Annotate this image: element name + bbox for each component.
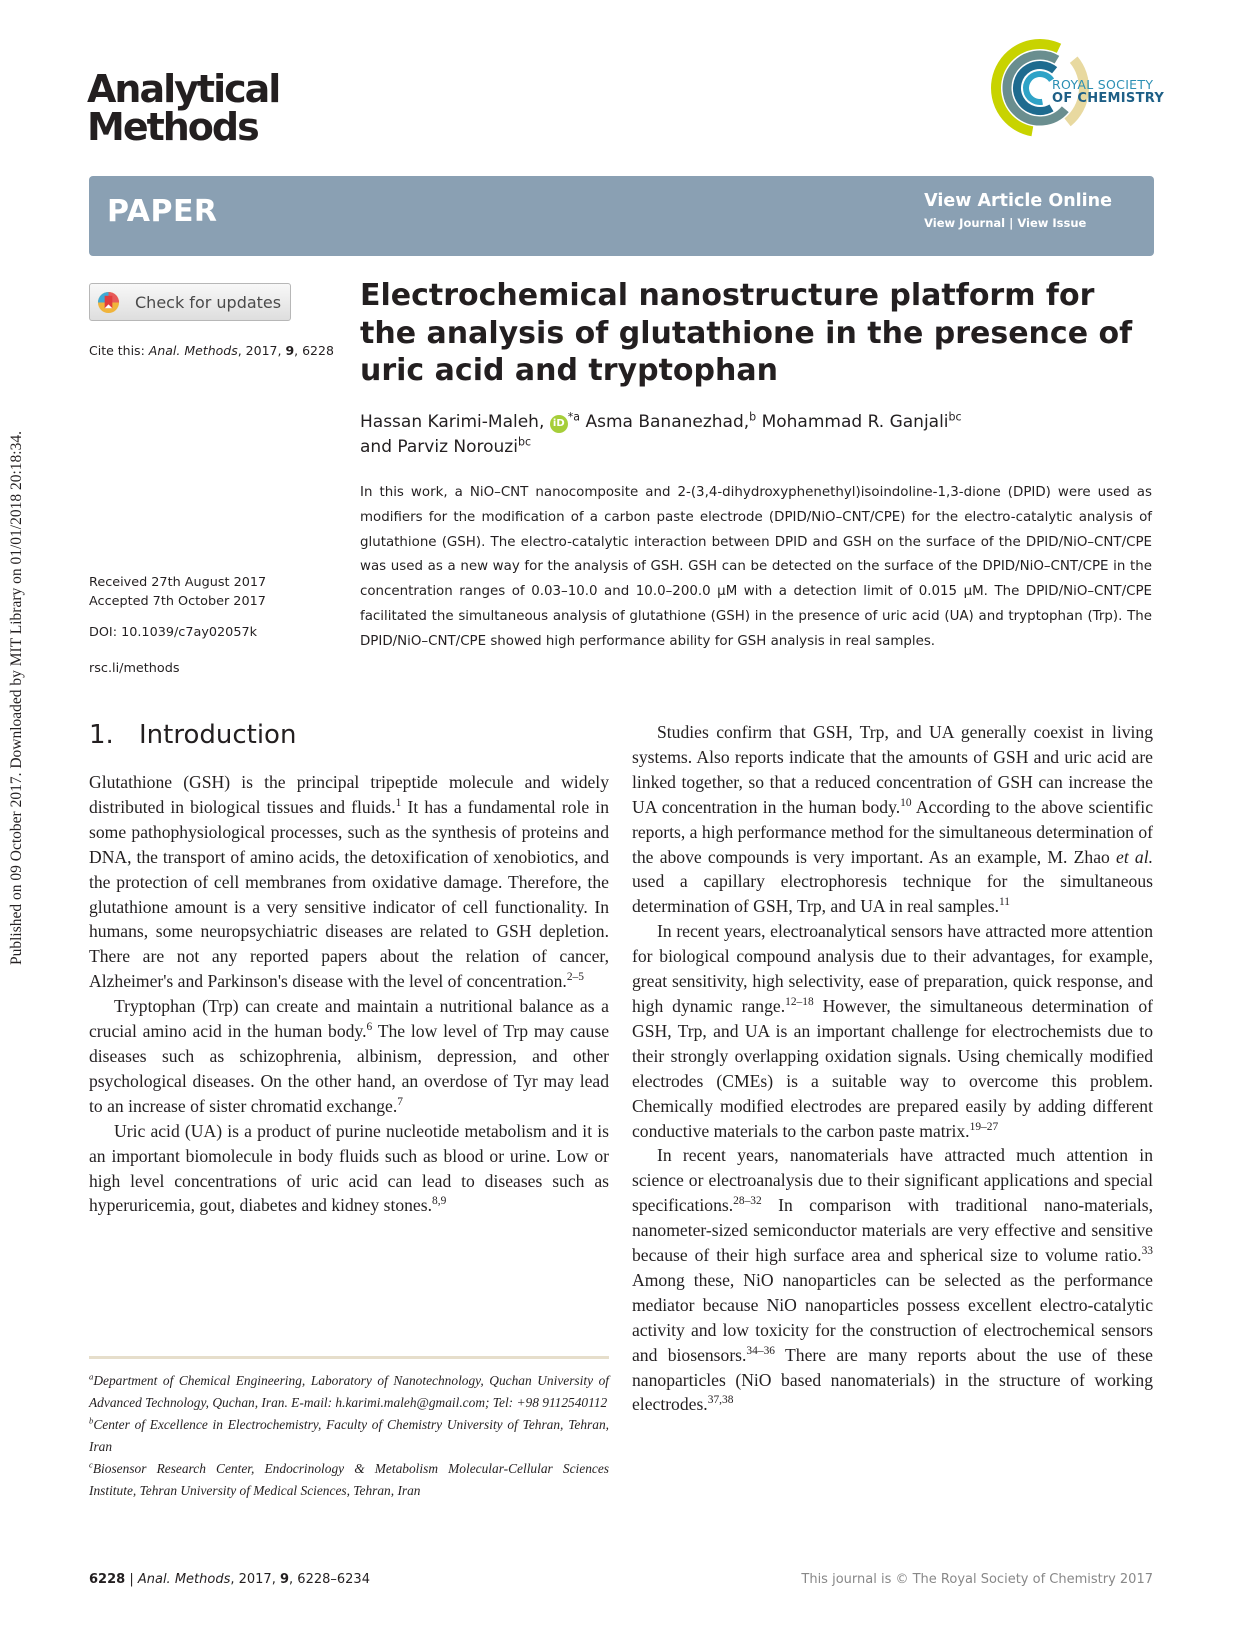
reference[interactable]: 28–32: [733, 1195, 762, 1208]
cite-journal: Anal. Methods: [148, 343, 238, 358]
page-number: 6228: [89, 1572, 126, 1587]
abstract: In this work, a NiO–CNT nanocomposite and 2-(3,4-dihydroxyphenethyl)isoindoline-1,3-dione (DPID) were used as modifiers for the modification of a carbon paste electrode (DPID/NiO–CNT/CPE) for the electro-catalytic analysis of glutathione (GSH). The electro-catalytic interaction between DPID and GSH on the surface of the DPID/NiO–CNT/CPE was used as a new way for the analysis of GSH. GSH can be detected on the surface of the DPID/NiO–CNT/CPE in the concentration ranges of 0.03–10.0 and 10.0–200.0 μM with a detection limit of 0.015 μM. The DPID/NiO–CNT/CPE facilitated the simultaneous analysis of glutathione (GSH) in the presence of uric acid (UA) and tryptophan (Trp). The DPID/NiO–CNT/CPE showed high performance ability for GSH analysis in real samples.: [360, 485, 1152, 649]
paragraph: [89, 770, 609, 994]
view-links-row: [924, 216, 1112, 230]
paragraph: [632, 919, 1153, 1143]
author-4-affiliation: bc: [517, 435, 532, 449]
cite-year: , 2017,: [237, 343, 286, 358]
body-column-right: [632, 720, 1153, 1417]
paragraph-text: However, the simultaneous determination of GSH, Trp, and UA is an important challenge for electrochemists due to their strongly overlapping oxidation signals. Using chemically modified electrodes (CMEs) is a suitable way to overcome this problem. Chemically modified electrodes are prepared easily by adding different conductive materials to the carbon paste matrix.: [632, 995, 1153, 1141]
view-journal-link[interactable]: View Journal: [924, 216, 1006, 230]
copyright-notice: This journal is © The Royal Society of Chemistry 2017: [801, 1572, 1153, 1587]
et-al: et al.: [1116, 846, 1153, 867]
cite-volume: 9: [285, 343, 295, 358]
view-links: [924, 191, 1112, 230]
paragraph-text: used a capillary electrophoresis technique for the simultaneous determination of GSH, Trp, and UA in real samples.: [632, 871, 1153, 917]
rsc-logo-line2: OF CHEMISTRY: [1052, 91, 1165, 106]
footnote-mark: a: [89, 1371, 94, 1382]
paragraph-text: In recent years, electroanalytical sensors have attracted more attention for biological compound analysis due to their advantages, for example, great sensitivity, high selectivity, ease of preparation, quick response, and high dynamic range.: [632, 921, 1153, 1016]
author-list: [360, 410, 1160, 460]
view-article-online-link[interactable]: View Article Online: [924, 191, 1112, 211]
paragraph-text: Among these, NiO nanoparticles can be selected as the performance mediator because NiO nanoparticles possess excellent electro-catalytic activity and low toxicity for the construction of electrochemical sensors and biosensors.: [632, 1269, 1153, 1365]
paragraph: [89, 1119, 609, 1219]
footnote-text: Department of Chemical Engineering, Laboratory of Nanotechnology, Quchan University of Advanced Technology, Quchan, Iran. E-mail: h.karimi.maleh@gmail.com; Tel: +98 9112540112: [89, 1373, 609, 1410]
reference[interactable]: 7: [397, 1095, 403, 1108]
affiliation-footnotes: [89, 1370, 609, 1502]
download-watermark-text: Published on 09 October 2017. Downloaded by MIT Library on 01/01/2018 20:18:34.: [8, 431, 25, 965]
check-for-updates-button[interactable]: [89, 283, 291, 321]
check-for-updates-label: Check for updates: [135, 293, 282, 312]
paragraph-text: In comparison with traditional nano-materials, nanometer-sized semiconductor materials are very effective and sensitive because of their high surface area and spherical size to volume ratio.: [632, 1195, 1153, 1266]
journal-title: [87, 67, 280, 149]
reference[interactable]: 37,38: [707, 1394, 734, 1407]
footnote-c: [89, 1458, 609, 1501]
rsc-logo-line1: ROYAL SOCIETY: [1052, 77, 1154, 92]
accepted-date: Accepted 7th October 2017: [89, 594, 266, 609]
paragraph-text: Glutathione (GSH) is the principal tripeptide molecule and widely distributed in biological tissues and fluids.: [89, 772, 609, 817]
view-issue-link[interactable]: View Issue: [1017, 216, 1087, 230]
footnote-mark: c: [89, 1459, 93, 1470]
reference[interactable]: 10: [900, 796, 912, 809]
reference[interactable]: 11: [999, 896, 1011, 909]
reference[interactable]: 19–27: [969, 1120, 999, 1133]
author-1-affiliation: *a: [567, 410, 581, 424]
section-title: Introduction: [139, 720, 297, 750]
footer-separator: |: [125, 1572, 138, 1587]
reference[interactable]: 12–18: [785, 996, 814, 1009]
author-2-affiliation: b: [749, 410, 757, 424]
footnote-b: [89, 1414, 609, 1457]
section-heading: [89, 720, 296, 750]
orcid-icon[interactable]: iD: [550, 415, 568, 433]
cite-prefix: Cite this:: [89, 343, 149, 358]
footnote-divider: [89, 1356, 609, 1359]
footnote-text: Center of Excellence in Electrochemistry, Faculty of Chemistry University of Tehran, Tehran, Iran: [89, 1417, 609, 1454]
paragraph-text: It has a fundamental role in some pathophysiological processes, such as the synthesis of proteins and DNA, the transport of amino acids, the detoxification of xenobiotics, and the protection of cell membranes from oxidative damage. Therefore, the glutathione amount is a very sensitive indicator of cell functionality. In humans, some neuropsychiatric diseases are related to GSH depletion. There are not any reported papers about the relation of cancer, Alzheimer's and Parkinson's disease with the level of concentration.: [89, 796, 609, 992]
reference[interactable]: 1: [395, 797, 402, 810]
reference[interactable]: 34–36: [746, 1344, 776, 1357]
footer-pages: , 6228–6234: [289, 1572, 370, 1587]
author-4: and Parviz Norouzi: [360, 437, 518, 457]
paragraph: [632, 720, 1153, 919]
paragraph-text: The low level of Trp may cause diseases such as schizophrenia, albinism, depression, and other psychological diseases. On the other hand, an overdose of Tyr may lead to an increase of sister chromatid exchange.: [89, 1021, 610, 1116]
paragraph-text: There are many reports about the use of these nanoparticles (NiO based nanomaterials) in the structure of working electrodes.: [632, 1344, 1153, 1415]
footer-year: , 2017,: [230, 1572, 280, 1587]
received-date: Received 27th August 2017: [89, 575, 267, 590]
paragraph-text: Studies confirm that GSH, Trp, and UA generally coexist in living systems. Also reports indicate that the amounts of GSH and uric acid are linked together, so that a reduced concentration of GSH can increase the UA concentration in the human body.: [632, 722, 1153, 817]
journal-title-line1: Analytical: [87, 67, 280, 111]
journal-title-line2: Methods: [87, 105, 258, 149]
paragraph-text: Tryptophan (Trp) can create and maintain a nutritional balance as a crucial amino acid in the human body.: [89, 996, 609, 1042]
article-type-label: PAPER: [107, 194, 218, 229]
citation: [89, 343, 334, 358]
author-2: Asma Bananezhad,: [580, 412, 750, 432]
footer-journal: Anal. Methods: [137, 1572, 231, 1587]
footnote-a: [89, 1370, 609, 1413]
author-1: Hassan Karimi-Maleh,: [360, 412, 545, 432]
section-number: 1.: [89, 720, 114, 750]
reference[interactable]: 33: [1141, 1245, 1153, 1258]
reference[interactable]: 6: [366, 1021, 373, 1034]
crossmark-icon: [97, 291, 120, 314]
paragraph: [632, 1143, 1153, 1417]
paragraph-text: Uric acid (UA) is a product of purine nucleotide metabolism and it is an important biomolecule in body fluids such as blood or urine. Low or high level concentrations of uric acid can lead to diseases such as hyperuricemia, gout, diabetes and kidney stones.: [89, 1120, 609, 1216]
journal-link[interactable]: rsc.li/methods: [89, 661, 180, 676]
paragraph-text: In recent years, nanomaterials have attracted much attention in science or electroanalysis due to their significant applications and special specifications.: [632, 1145, 1153, 1216]
article-dates: [89, 573, 266, 611]
paragraph-text: According to the above scientific reports, a high performance method for the simultaneous determination of the above compounds is very important. As an example, M. Zhao: [632, 796, 1154, 867]
page-footer-citation: [89, 1572, 370, 1587]
reference[interactable]: 2–5: [566, 971, 584, 984]
rsc-logo-text: [1052, 78, 1164, 106]
view-links-separator: |: [1005, 216, 1018, 230]
body-column-left: [89, 770, 609, 1218]
footnote-mark: b: [89, 1415, 94, 1426]
footer-volume: 9: [279, 1572, 290, 1587]
footnote-text: Biosensor Research Center, Endocrinology & Metabolism Molecular-Cellular Sciences Institute, Tehran University of Medical Sciences, Tehran, Iran: [89, 1461, 609, 1498]
download-watermark: [8, 385, 28, 965]
article-title: Electrochemical nanostructure platform for the analysis of glutathione in the presence of uric acid and tryptophan: [360, 278, 1133, 388]
cite-page: , 6228: [294, 343, 334, 358]
article-type-banner: [89, 176, 1154, 256]
paragraph: [89, 994, 609, 1119]
author-3-affiliation: bc: [948, 410, 962, 424]
reference[interactable]: 8,9: [431, 1195, 447, 1208]
doi[interactable]: DOI: 10.1039/c7ay02057k: [89, 625, 258, 640]
author-3: Mohammad R. Ganjali: [756, 412, 949, 432]
